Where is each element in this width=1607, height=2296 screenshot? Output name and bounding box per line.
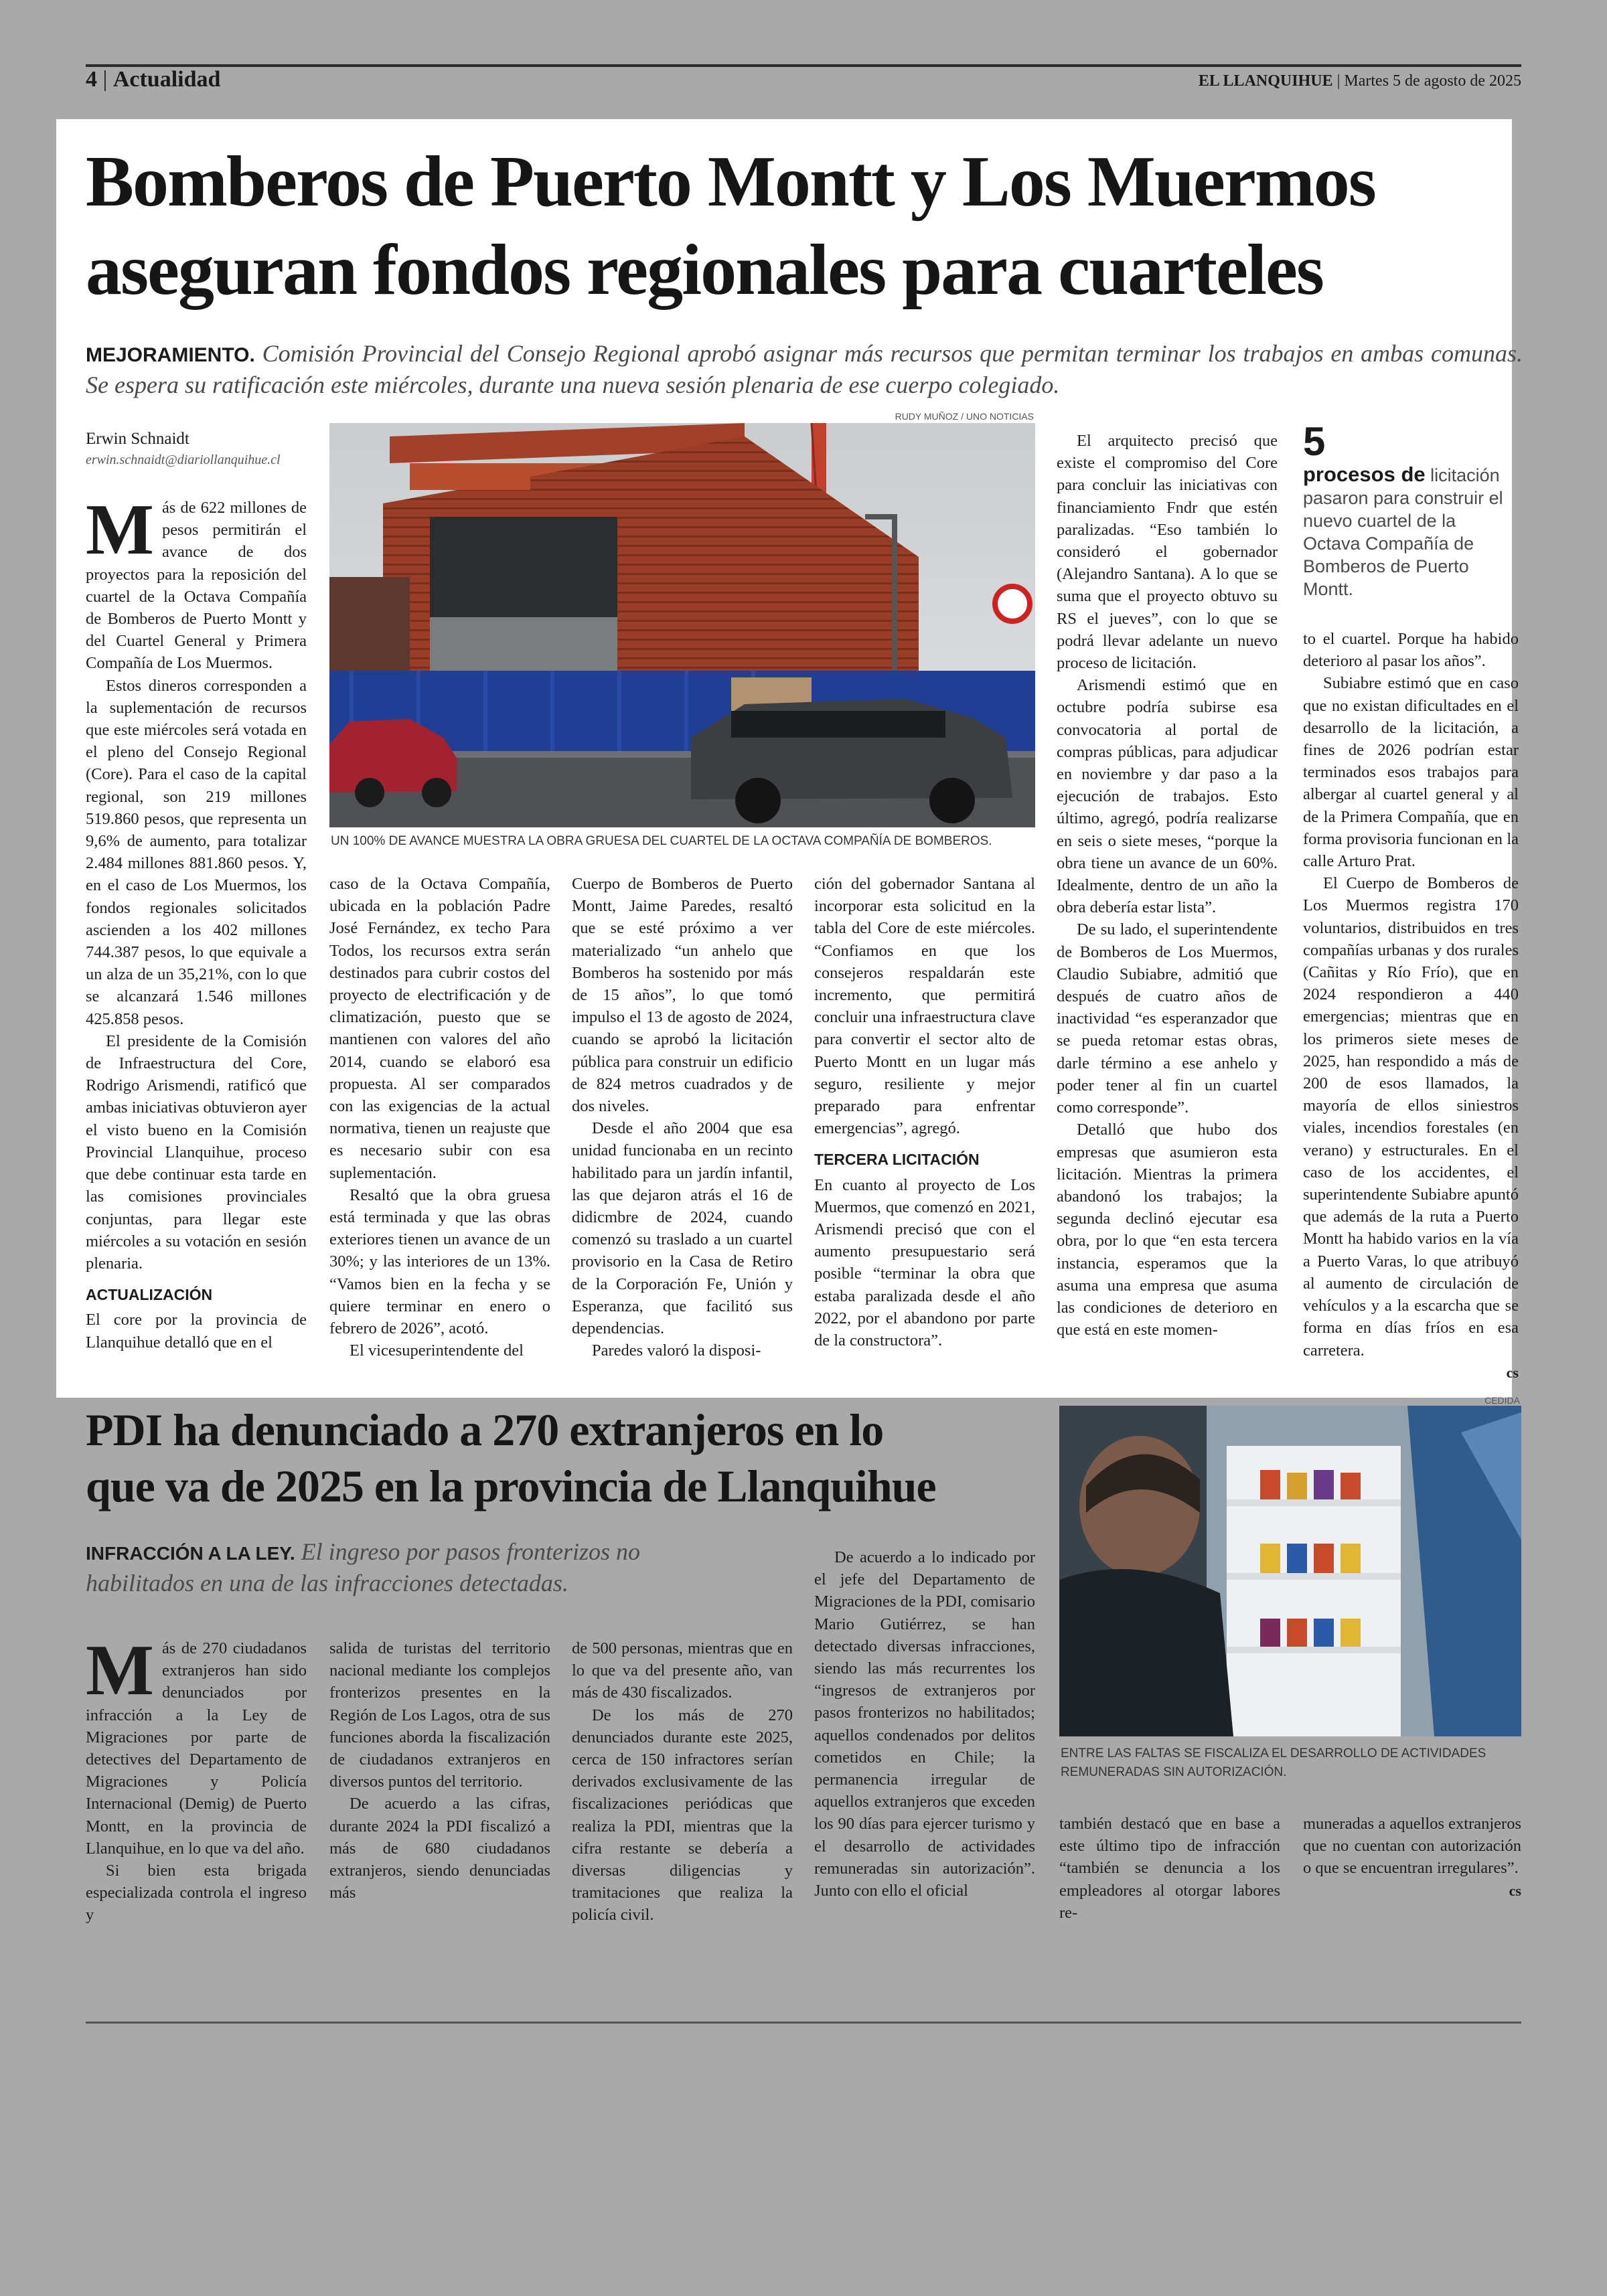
page-number: 4	[86, 67, 97, 92]
article1-kicker: MEJORAMIENTO.	[86, 344, 255, 366]
article1-column-2: caso de la Octava Compañía, ubicada en la población Padre José Fernández, ex techo Para Todos, los recursos extra serán destinados para cubrir costos del proyecto de electrificación y de climatización, puesto que se mantienen con valores del año 2014, cuando se elaboró esa propuesta. Al ser comparados con las exigencias de la actual normativa, tienen un reajuste que es necesario subir con esa suplementación. Resaltó que la obra gruesa está terminada y que las obras exteriores tienen un avance de un 30%; y las interiores de un 13%. “Vamos bien en la fecha y se quiere terminar en enero o febrero de 2026”, acotó. El vicesuperintendente del	[329, 875, 550, 1360]
byline	[86, 430, 307, 468]
article2-column-2: salida de turistas del territorio nacional mediante los complejos fronterizos presentes en la Región de Los Lagos, otra de sus funciones aborda la fiscalización de ciudadanos extranjeros en diversos puntos del territorio. De acuerdo a las cifras, durante 2024 la PDI fiscalizó a más de 680 ciudadanos extranjeros, siendo denunciadas más	[329, 1639, 550, 1902]
bottom-rule	[86, 2022, 1521, 2024]
article1-title: Bomberos de Puerto Montt y Los Muermos aseguran fondos regionales para cuarteles	[86, 142, 1375, 310]
article1-column-3: Cuerpo de Bomberos de Puerto Montt, Jaime Paredes, resaltó que se esté próximo a ver materializado “un anhelo que Bomberos ha sostenido por más de 15 años”, lo que tomó impulso el 13 de agosto de 2024, cuando se aprobó la licitación pública para construir un edificio de 824 metros cuadrados y de dos niveles. Desde el año 2004 que esa unidad funcionaba en un recinto habilitado para un jardín infantil, las que dejaron atrás el 16 de didicmbre de 2024, cuando comenzó su traslado a un cuartel provisorio en la Casa de Retiro de la Corporación Fe, Unión y Esperanza, que facilitó sus dependencias. Paredes valoró la disposi-	[572, 875, 793, 1360]
end-mark: cs	[1506, 1364, 1519, 1381]
photo-caption: UN 100% DE AVANCE MUESTRA LA OBRA GRUESA DEL CUARTEL DE LA OCTAVA COMPAÑÍA DE BOMBEROS.	[331, 834, 992, 848]
page-folio: 4 | Actualidad	[86, 67, 221, 92]
fire-station-illustration	[329, 423, 1035, 827]
section-name: Actualidad	[112, 67, 221, 92]
article1-column-5: El arquitecto precisó que existe el compromiso del Core para concluir las iniciativas con financiamiento Fndr que estén paralizadas. “Eso también lo consideró el gobernador (Alejandro Santana). A lo que se suma que el proyecto obtuvo su RS el jueves”, con lo que se podrá llevar adelante un nuevo proceso de licitación. Arismendi estimó que en octubre podría subirse esa convocatoria al portal de compras públicas, para adjudicar en noviembre y dar paso a la ejecución de trabajos. Esto último, agregó, podría realizarse en seis o siete meses, “porque la obra tiene un avance de un 60%. Idealmente, dentro de un año la obra debería estar lista”. De su lado, el superintendente de Bomberos de Los Muermos, Claudio Subiabre, admitió que después de cuatro años de inactividad “es esperanzador que se pueda retomar estas obras, darle término a ese anhelo y poder tener al fin un cuartel como corresponde”. Detalló que hubo dos empresas que asumieron esta licitación. Mientras la primera abandonó los trabajos; la segunda declinó ejecutar esa obra, por lo que “en esta tercera instancia, esperamos que la asuma una empresa que asuma las condiciones de deterioro en que está en este momen-	[1057, 432, 1278, 1339]
article2-kicker: INFRACCIÓN A LA LEY.	[86, 1543, 295, 1564]
article2-column-6: muneradas a aquellos extranjeros que no cuentan con autorización o que se encuentran irregulares”. cs	[1303, 1813, 1521, 1902]
pdi-illustration	[1059, 1406, 1521, 1736]
author-name: Erwin Schnaidt	[86, 430, 189, 448]
article2-deck	[86, 1537, 755, 1598]
fire-station-photo	[329, 423, 1035, 827]
article1-column-4: ción del gobernador Santana al incorporar esta solicitud en la tabla del Core de este miércoles. “Confiamos en que los consejeros respaldarán este incremento, que permitirá concluir una infraestructura clave para convertir el sector alto de Puerto Montt en un lugar más seguro, resiliente y mejor preparado para enfrentar emergencias”, agregó. TERCERA LICITACIÓN En cuanto al proyecto de Los Muermos, que comenzó en 2021, Arismendi precisó que con el aumento presupuestario será posible “terminar la obra que estaba paralizada desde el año 2022, por el abandono por parte de la constructora”.	[814, 875, 1035, 1350]
subheading-tercera-licitacion: TERCERA LICITACIÓN	[814, 1151, 980, 1169]
article1-column-6: to el cuartel. Porque ha habido deterioro al pasar los años”. Subiabre estimó que en caso que no existan dificultades en el desarrollo de la licitación, a fines de 2026 podrían estar terminados esos trabajos para albergar al cuartel general y al de la Primera Compañía, que en forma provisoria funcionan en la calle Arturo Prat. El Cuerpo de Bomberos de Los Muermos registra 170 voluntarios, distribuidos en tres compañías urbanas y dos rurales (Cañitas y Río Frío), que en 2024 respondieron a 440 emergencias; mientras que en los primeros siete meses de 2025, han respondido a más de 200 de esos llamados, la mayoría de ellos siniestros viales, incendios forestales (en verano) y estructurales. En el caso de los accidentes, el superintendente Subiabre apuntó que además de la ruta a Puerto Montt ha habido varios en la vía a Puerto Varas, lo que atribuyó al aumento de circulación de vehículos y a la escarcha que se forma en días fríos en esa carretera. cs	[1303, 628, 1519, 1384]
photo2-credit: CEDIDA	[1484, 1395, 1520, 1406]
article1-deck	[86, 339, 1523, 400]
article2-title: PDI ha denunciado a 270 extranjeros en lo que va de 2025 en la provincia de Llanquihue	[86, 1404, 936, 1511]
factoid-text: procesos de licitación pasaron para construir el nuevo cuartel de la Octava Compañía de Bomberos de Puerto Montt.	[1303, 463, 1503, 599]
factoid-number: 5	[1303, 419, 1326, 464]
article1-subheadline: Comisión Provincial del Consejo Regional aprobó asignar más recursos que permitan terminar los trabajos en ambas comunas. Se espera su ratificación este miércoles, durante una nueva sesión plenaria de ese cuerpo colegiado.	[86, 340, 1523, 398]
newspaper-name: EL LLANQUIHUE	[1198, 72, 1333, 90]
pdi-officer-photo	[1059, 1406, 1521, 1736]
author-email: erwin.schnaidt@diariollanquihue.cl	[86, 453, 281, 467]
photo-credit: RUDY MUÑOZ / UNO NOTICIAS	[895, 411, 1034, 422]
masthead: EL LLANQUIHUE | Martes 5 de agosto de 2025	[1198, 72, 1521, 90]
article1-column-1: Más de 622 millones de pesos permitirán el avance de dos proyectos para la reposición del cuartel de la Octava Compañía de Bomberos de Puerto Montt y del Cuartel General y Primera Compañía de Los Muermos. Estos dineros corresponden a la suplementación de recursos que este miércoles será votada en el pleno del Consejo Regional (Core). Para el caso de la capital regional, son 219 millones 519.860 pesos, que representa un 9,6% de aumento, para totalizar 2.484 millones 881.860 pesos. Y, en el caso de Los Muermos, los fondos regionales solicitados ascienden a los 402 millones 744.387 pesos, lo que equivale a un alza de un 35,21%, con lo que se alcanzará 1.546 millones 425.858 pesos. El presidente de la Comisión de Infraestructura del Core, Rodrigo Arismendi, ratificó que ambas iniciativas obtuvieron ayer el visto bueno en la Comisión Provincial Llanquihue, proceso que debe continuar esta tarde en las comisiones provinciales conjuntas, para llegar este miércoles a su votación en sesión plenaria. ACTUALIZACIÓN El core por la provincia de Llanquihue detalló que en el	[86, 490, 307, 1351]
end-mark-2: cs	[1509, 1882, 1521, 1899]
article2-subheadline-2: habilitados en una de las infracciones detectadas.	[86, 1570, 568, 1596]
header-rule	[86, 64, 1521, 67]
dropcap: M	[86, 490, 154, 570]
photo2-caption: ENTRE LAS FALTAS SE FISCALIZA EL DESARROLLO DE ACTIVIDADES REMUNERADAS SIN AUTORIZACIÓN.	[1061, 1746, 1486, 1779]
article2-column-4: De acuerdo a lo indicado por el jefe del Departamento de Migraciones de la PDI, comisario Mario Gutiérrez, se han detectado diversas infracciones, siendo las más recurrentes los “ingresos de extranjeros por pasos fronterizos no habilitados; aquellos condenados por delitos cometidos en Chile; la permanencia irregular de aquellos extranjeros que exceden los 90 días para ejercer turismo y el desarrollo de actividades remuneradas sin autorización”. Junto con ello el oficial	[814, 1548, 1035, 1900]
article2-column-5: también destacó que en base a este último tipo de infracción “también se denuncia a los empleadores al otorgar labores re-	[1059, 1815, 1280, 1922]
article2-subheadline-1: El ingreso por pasos fronterizos no	[301, 1538, 641, 1565]
factoid-box	[1303, 420, 1517, 600]
issue-date: Martes 5 de agosto de 2025	[1344, 72, 1521, 90]
dropcap-2: M	[86, 1631, 154, 1710]
article2-column-1: Más de 270 ciudadanos extranjeros han sido denunciados por infracción a la Ley de Migraciones por parte de detectives del Departamento de Migraciones y Policía Internacional (Demig) de Puerto Montt, en la provincia de Llanquihue, en lo que va del año. Si bien esta brigada especializada controla el ingreso y	[86, 1631, 307, 1924]
subheading-actualizacion: ACTUALIZACIÓN	[86, 1286, 213, 1304]
article2-column-3: de 500 personas, mientras que en lo que va del presente año, van más de 430 fiscalizados. De los más de 270 denunciados durante este 2025, cerca de 150 infractores serían derivados exclusivamente de las fiscalizaciones periódicas que realiza la PDI, mientras que la cifra restante se debería a diversas diligencias y tramitaciones que realiza la policía civil.	[572, 1639, 793, 1924]
